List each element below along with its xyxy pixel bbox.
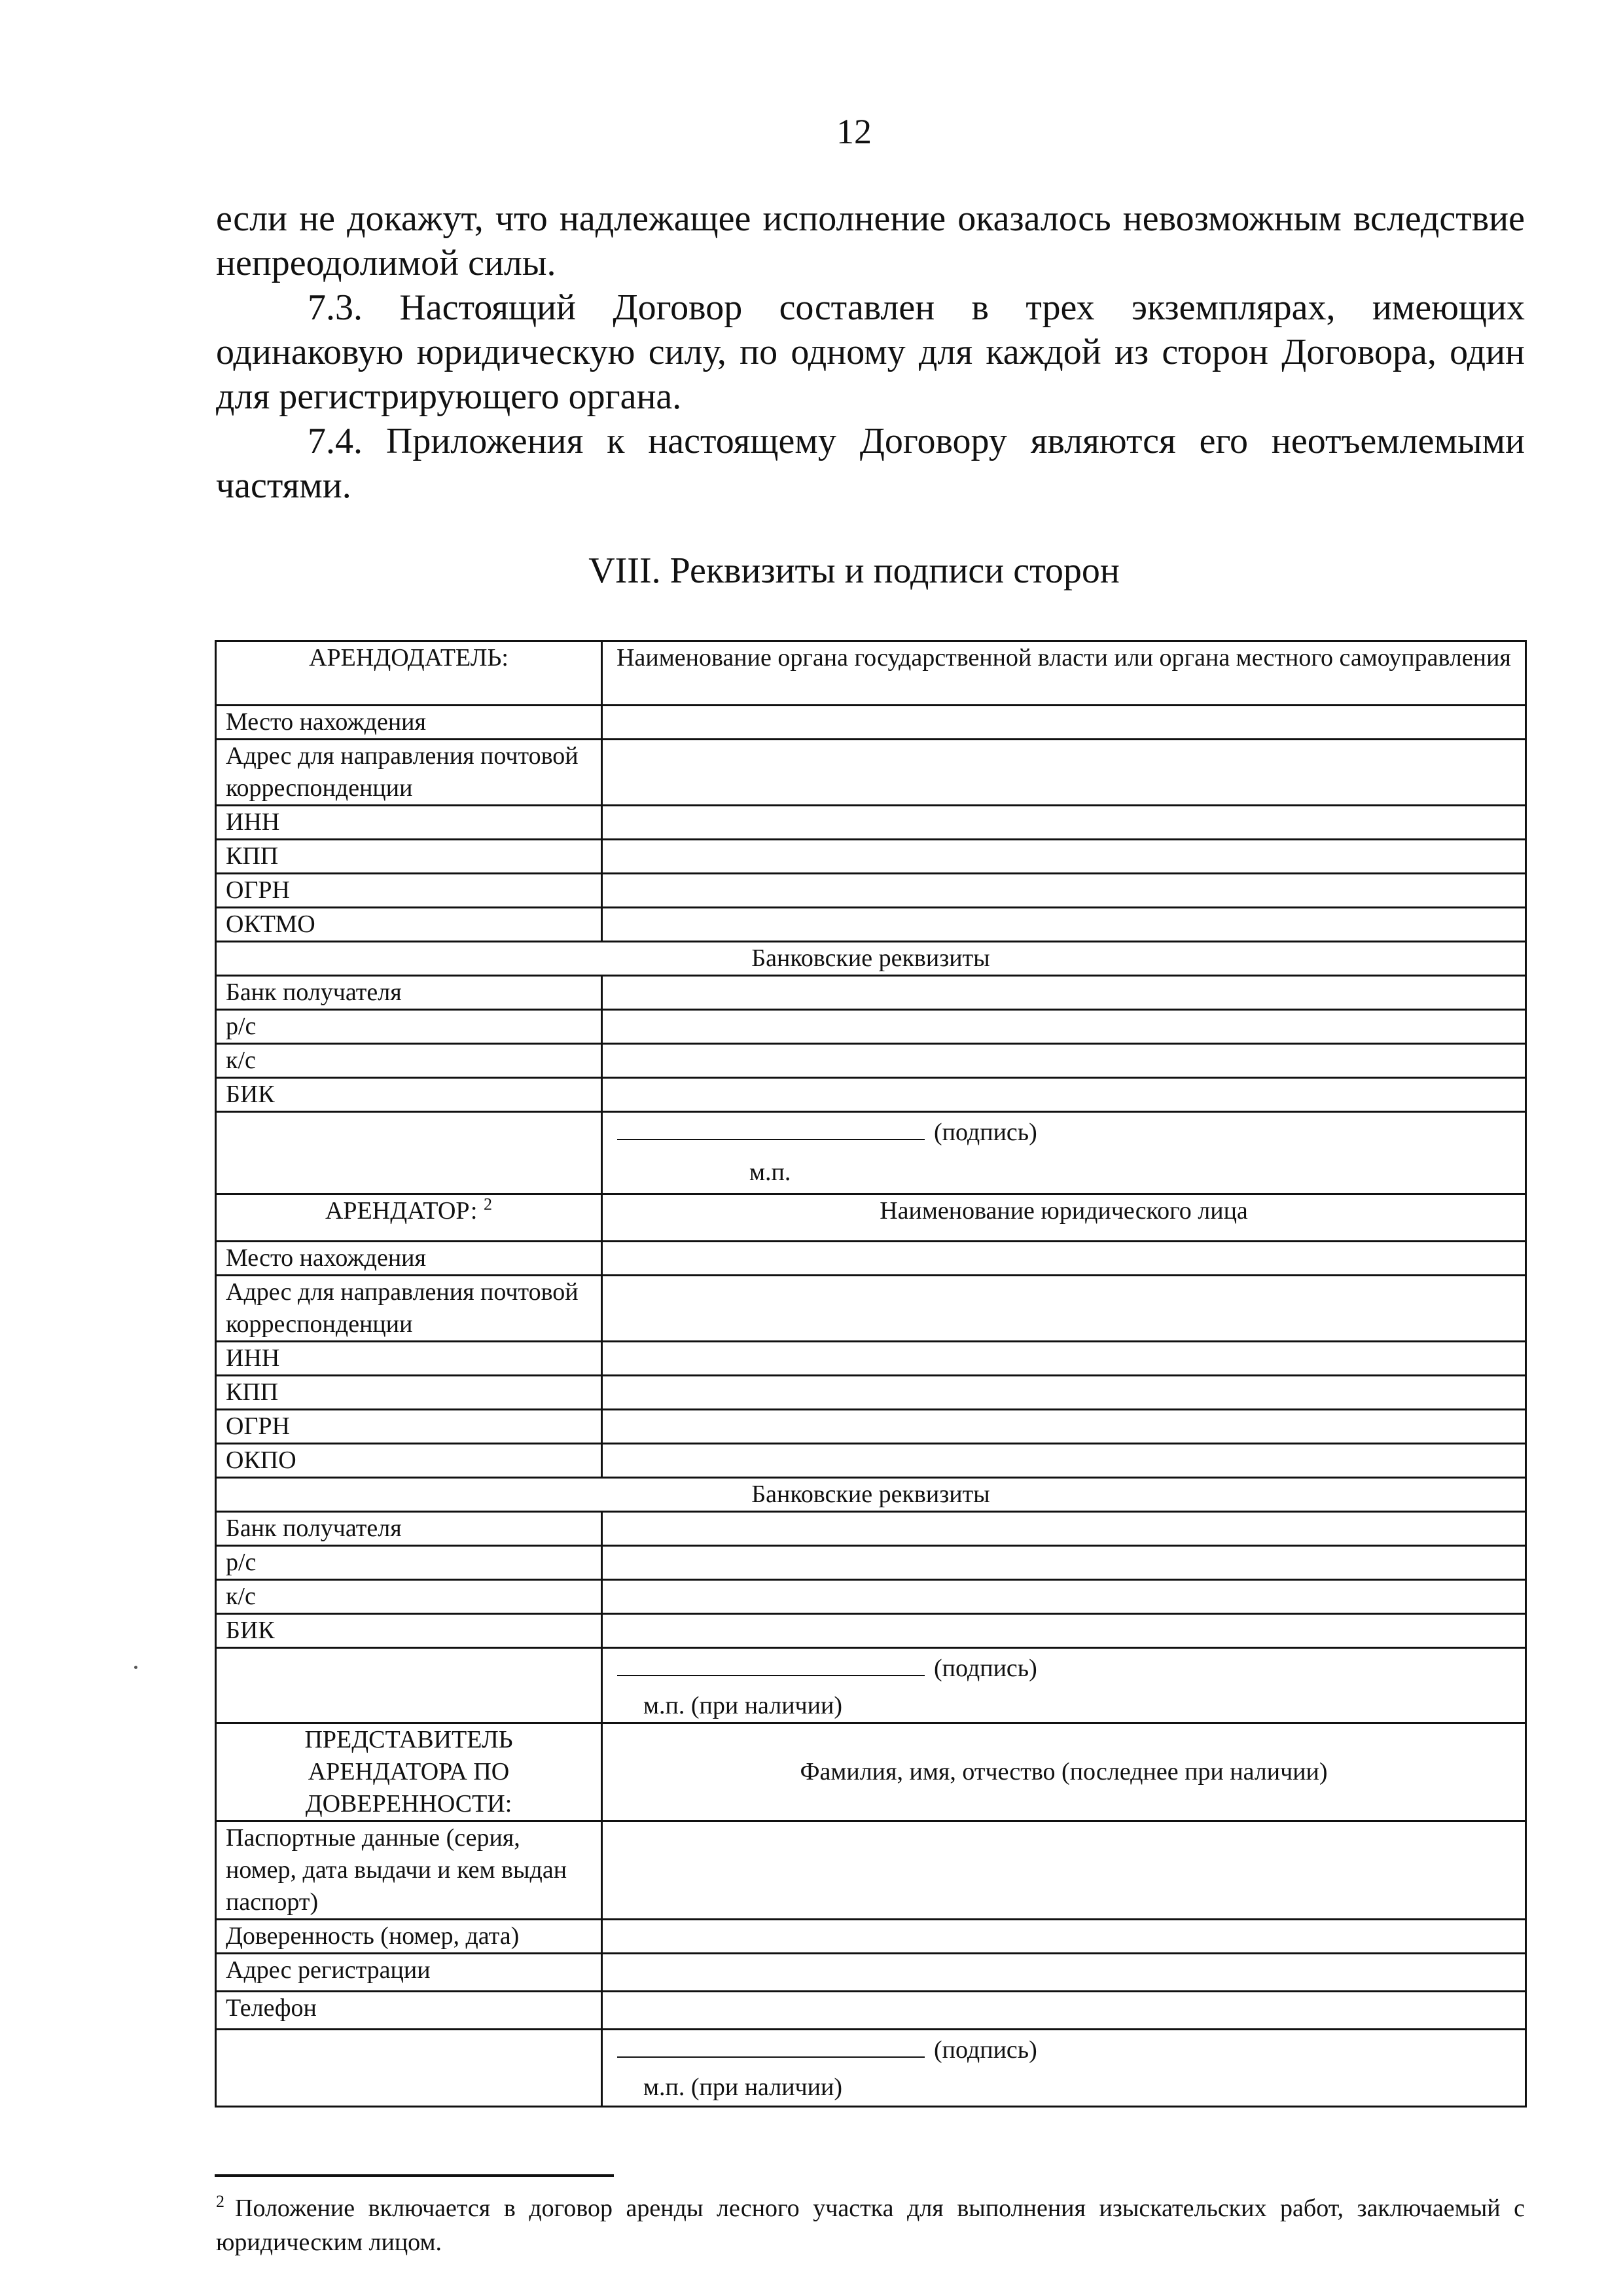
value-field[interactable] bbox=[602, 1444, 1526, 1478]
table-row bbox=[216, 1376, 1526, 1410]
table-row bbox=[216, 806, 1526, 840]
lessee-label: АРЕНДАТОР: bbox=[325, 1197, 478, 1225]
bank-details-header: Банковские реквизиты bbox=[216, 942, 1526, 976]
table-row bbox=[216, 1342, 1526, 1376]
table-row bbox=[216, 1614, 1526, 1648]
row-label: ОКПО bbox=[216, 1444, 602, 1478]
table-row bbox=[216, 1821, 1526, 1920]
lessor-signature-row bbox=[216, 1112, 1526, 1194]
signature-caption: (подпись) bbox=[934, 1655, 1037, 1682]
paragraph-7-3: 7.3. Настоящий Договор составлен в трех экземплярах, имеющих одинаковую юридическую силу, по одному для каждой из сторон Договора, один для регистрирующего органа. bbox=[216, 287, 1525, 417]
table-row bbox=[216, 1078, 1526, 1112]
lessee-header-row bbox=[216, 1194, 1526, 1242]
value-field[interactable] bbox=[602, 1242, 1526, 1276]
bank-header-row bbox=[216, 1478, 1526, 1512]
stamp-label: м.п. bbox=[749, 1158, 791, 1186]
row-label: Адрес для направления почтовой корреспонденции bbox=[216, 740, 602, 806]
bank-header-row bbox=[216, 942, 1526, 976]
table-row bbox=[216, 1580, 1526, 1614]
bank-details-header: Банковские реквизиты bbox=[216, 1478, 1526, 1512]
row-label: Банк получателя bbox=[216, 976, 602, 1010]
value-field[interactable] bbox=[602, 806, 1526, 840]
value-field[interactable] bbox=[602, 1410, 1526, 1444]
empty-cell bbox=[216, 1112, 602, 1194]
row-label: к/с bbox=[216, 1044, 602, 1078]
signature-caption: (подпись) bbox=[934, 1119, 1037, 1146]
table-row bbox=[216, 740, 1526, 806]
table-row bbox=[216, 874, 1526, 908]
row-label: Место нахождения bbox=[216, 1242, 602, 1276]
footnote bbox=[216, 2191, 1525, 2259]
paragraph-7-4: 7.4. Приложения к настоящему Договору являются его неотъемлемыми частями. bbox=[216, 421, 1525, 506]
signature-line[interactable] bbox=[617, 2033, 925, 2058]
value-field[interactable] bbox=[602, 1821, 1526, 1920]
row-label: Банк получателя bbox=[216, 1512, 602, 1546]
value-field[interactable] bbox=[602, 1044, 1526, 1078]
value-field[interactable] bbox=[602, 1342, 1526, 1376]
row-label: ОГРН bbox=[216, 874, 602, 908]
lessor-header-row bbox=[216, 641, 1526, 706]
paragraph-continuation: если не докажут, что надлежащее исполнение оказалось невозможным вследствие непреодолимой силы. bbox=[216, 198, 1525, 283]
value-field[interactable] bbox=[602, 1580, 1526, 1614]
closing-clauses bbox=[216, 196, 1525, 508]
lessor-label: АРЕНДОДАТЕЛЬ: bbox=[216, 641, 602, 706]
row-label: КПП bbox=[216, 840, 602, 874]
value-field[interactable] bbox=[602, 840, 1526, 874]
row-label: БИК bbox=[216, 1614, 602, 1648]
representative-signature-cell bbox=[602, 2030, 1526, 2107]
row-label: БИК bbox=[216, 1078, 602, 1112]
value-field[interactable] bbox=[602, 706, 1526, 740]
value-field[interactable] bbox=[602, 1614, 1526, 1648]
value-field[interactable] bbox=[602, 976, 1526, 1010]
representative-header-row bbox=[216, 1723, 1526, 1821]
table-row bbox=[216, 840, 1526, 874]
row-label: Место нахождения bbox=[216, 706, 602, 740]
table-row bbox=[216, 908, 1526, 942]
value-field[interactable] bbox=[602, 1920, 1526, 1954]
signature-line[interactable] bbox=[617, 1115, 925, 1140]
stamp-label: м.п. (при наличии) bbox=[643, 1692, 842, 1719]
table-row bbox=[216, 1276, 1526, 1342]
footnote-text: Положение включается в договор аренды лесного участка для выполнения изыскательских работ, заключаемый с юридическим лицом. bbox=[216, 2195, 1525, 2256]
table-row bbox=[216, 976, 1526, 1010]
page-number: 12 bbox=[836, 112, 872, 151]
value-field[interactable] bbox=[602, 1954, 1526, 1992]
representative-label: ПРЕДСТАВИТЕЛЬ АРЕНДАТОРА ПО ДОВЕРЕННОСТИ: bbox=[216, 1723, 602, 1821]
table-row bbox=[216, 1920, 1526, 1954]
table-row bbox=[216, 1546, 1526, 1580]
scan-speck bbox=[134, 1666, 137, 1669]
value-field[interactable] bbox=[602, 1546, 1526, 1580]
table-row bbox=[216, 1992, 1526, 2030]
row-label: ОГРН bbox=[216, 1410, 602, 1444]
table-row bbox=[216, 1410, 1526, 1444]
row-label: р/с bbox=[216, 1546, 602, 1580]
lessee-signature-cell bbox=[602, 1648, 1526, 1723]
value-field[interactable] bbox=[602, 1376, 1526, 1410]
row-label: р/с bbox=[216, 1010, 602, 1044]
section-title: VIII. Реквизиты и подписи сторон bbox=[588, 550, 1120, 591]
representative-name-field[interactable]: Фамилия, имя, отчество (последнее при наличии) bbox=[602, 1723, 1526, 1821]
requisites-table bbox=[215, 640, 1527, 2108]
table-row bbox=[216, 1954, 1526, 1992]
empty-cell bbox=[216, 2030, 602, 2107]
row-label: Доверенность (номер, дата) bbox=[216, 1920, 602, 1954]
representative-signature-row bbox=[216, 2030, 1526, 2107]
value-field[interactable] bbox=[602, 1512, 1526, 1546]
lessee-name-field[interactable]: Наименование юридического лица bbox=[602, 1194, 1526, 1242]
row-label: Телефон bbox=[216, 1992, 602, 2030]
lessee-signature-row bbox=[216, 1648, 1526, 1723]
footnote-separator bbox=[215, 2174, 614, 2177]
row-label: КПП bbox=[216, 1376, 602, 1410]
lessor-signature-cell bbox=[602, 1112, 1526, 1194]
row-label: ИНН bbox=[216, 806, 602, 840]
row-label: ОКТМО bbox=[216, 908, 602, 942]
empty-cell bbox=[216, 1648, 602, 1723]
lessor-name-field[interactable]: Наименование органа государственной власти или органа местного самоуправления bbox=[602, 641, 1526, 706]
row-label: к/с bbox=[216, 1580, 602, 1614]
table-row bbox=[216, 1242, 1526, 1276]
row-label: Адрес для направления почтовой корреспонденции bbox=[216, 1276, 602, 1342]
lessee-label-cell bbox=[216, 1194, 602, 1242]
value-field[interactable] bbox=[602, 740, 1526, 806]
value-field[interactable] bbox=[602, 874, 1526, 908]
table-row bbox=[216, 706, 1526, 740]
value-field[interactable] bbox=[602, 1276, 1526, 1342]
row-label: Адрес регистрации bbox=[216, 1954, 602, 1992]
row-label: Паспортные данные (серия, номер, дата выдачи и кем выдан паспорт) bbox=[216, 1821, 602, 1920]
signature-line[interactable] bbox=[617, 1651, 925, 1676]
table-row bbox=[216, 1444, 1526, 1478]
value-field[interactable] bbox=[602, 1078, 1526, 1112]
table-row bbox=[216, 1512, 1526, 1546]
value-field[interactable] bbox=[602, 908, 1526, 942]
value-field[interactable] bbox=[602, 1010, 1526, 1044]
signature-caption: (подпись) bbox=[934, 2036, 1037, 2064]
footnote-ref: 2 bbox=[484, 1194, 492, 1214]
row-label: ИНН bbox=[216, 1342, 602, 1376]
stamp-label: м.п. (при наличии) bbox=[643, 2073, 842, 2101]
table-row bbox=[216, 1044, 1526, 1078]
value-field[interactable] bbox=[602, 1992, 1526, 2030]
footnote-mark: 2 bbox=[216, 2192, 224, 2212]
table-row bbox=[216, 1010, 1526, 1044]
